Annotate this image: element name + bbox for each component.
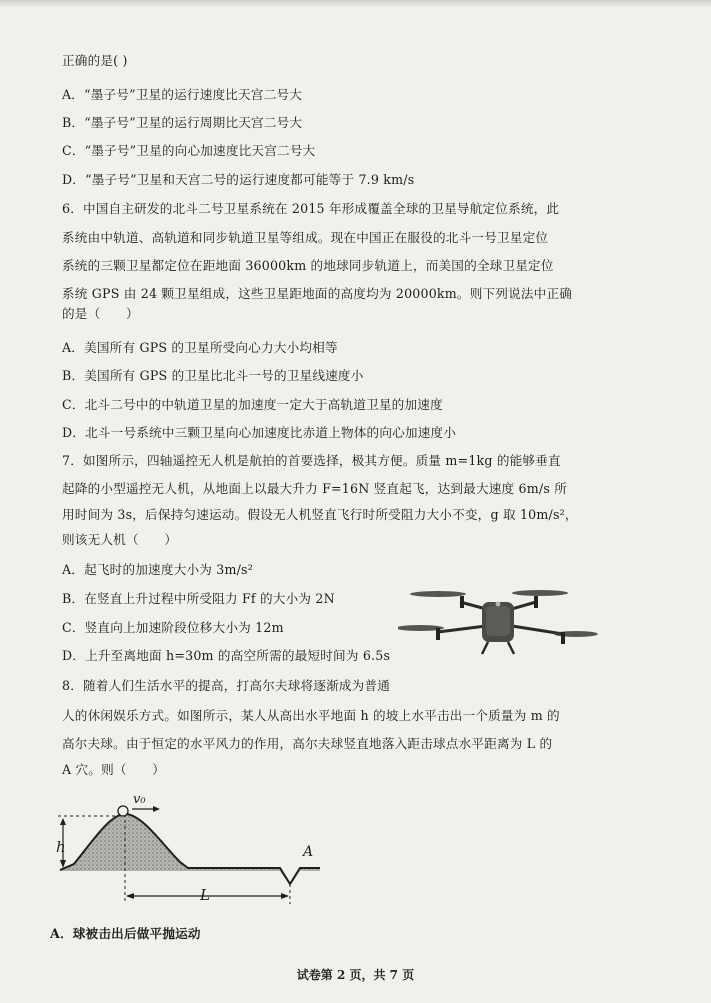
l-label: L	[200, 886, 210, 904]
q5-option-c: C．“墨子号”卫星的向心加速度比天宫二号大	[62, 143, 316, 158]
q7-option-a: A．起飞时的加速度大小为 3m/s²	[62, 562, 253, 577]
q5-stem-end: 正确的是( )	[62, 53, 128, 68]
q8-stem-line2: 人的休闲娱乐方式。如图所示，某人从高出水平地面 h 的坡上水平击出一个质量为 m 的	[62, 708, 560, 723]
q6-stem-line5: 的是（ ）	[62, 306, 139, 321]
drone-illustration	[398, 578, 598, 658]
q8-stem-line4: A 穴。则（ ）	[62, 762, 166, 777]
q8-stem-line1: 8．随着人们生活水平的提高，打高尔夫球将逐渐成为普通	[62, 678, 391, 693]
q7-stem-line2: 起降的小型遥控无人机，从地面上以最大升力 F=16N 竖直起飞，达到最大速度 6m/s 所	[62, 481, 568, 496]
page-footer: 试卷第 2 页，共 7 页	[296, 968, 415, 982]
q7-stem-line3: 用时间为 3s，后保持匀速运动。假设无人机竖直飞行时所受阻力大小不变，g 取 10m/s²，	[62, 507, 578, 522]
q5-option-a: A．“墨子号”卫星的运行速度比天宫二号大	[62, 87, 303, 102]
q8-option-a: A．球被击出后做平抛运动	[50, 926, 201, 941]
q5-option-d: D．“墨子号”卫星和天宫二号的运行速度都可能等于 7.9 km/s	[62, 172, 415, 187]
q7-option-d: D．上升至离地面 h=30m 的高空所需的最短时间为 6.5s	[62, 648, 391, 663]
q6-option-a: A．美国所有 GPS 的卫星所受向心力大小均相等	[62, 340, 338, 355]
q6-stem-line3: 系统的三颗卫星都定位在距地面 36000km 的地球同步轨道上，而美国的全球卫星定位	[62, 258, 554, 273]
hole-a-label: A	[303, 844, 314, 860]
q7-option-c: C．竖直向上加速阶段位移大小为 12m	[62, 620, 284, 635]
q6-option-c: C．北斗二号中的中轨道卫星的加速度一定大于高轨道卫星的加速度	[62, 397, 443, 412]
golf-diagram	[52, 792, 327, 912]
q6-option-d: D．北斗一号系统中三颗卫星向心加速度比赤道上物体的向心加速度小	[62, 425, 457, 440]
q7-option-b: B．在竖直上升过程中所受阻力 Ff 的大小为 2N	[62, 591, 335, 606]
q6-stem-line4: 系统 GPS 由 24 颗卫星组成，这些卫星距地面的高度均为 20000km。则下列说法中正确	[62, 286, 573, 301]
q6-stem-line1: 6．中国自主研发的北斗二号卫星系统在 2015 年形成覆盖全球的卫星导航定位系统，此	[62, 201, 560, 216]
q7-stem-line4: 则该无人机（ ）	[62, 532, 178, 547]
v0-label: v₀	[133, 792, 146, 807]
h-label: h	[56, 838, 66, 856]
q6-stem-line2: 系统由中轨道、高轨道和同步轨道卫星等组成。现在中国正在服役的北斗一号卫星定位	[62, 230, 549, 245]
q6-option-b: B．美国所有 GPS 的卫星比北斗一号的卫星线速度小	[62, 368, 364, 383]
q7-stem-line1: 7．如图所示，四轴遥控无人机是航拍的首要选择，极其方便。质量 m=1kg 的能够垂直	[62, 453, 561, 468]
q5-option-b: B．“墨子号”卫星的运行周期比天宫二号大	[62, 115, 303, 130]
scan-edge-shadow	[0, 0, 711, 8]
q8-stem-line3: 高尔夫球。由于恒定的水平风力的作用，高尔夫球竖直地落入距击球点水平距离为 L 的	[62, 736, 553, 751]
